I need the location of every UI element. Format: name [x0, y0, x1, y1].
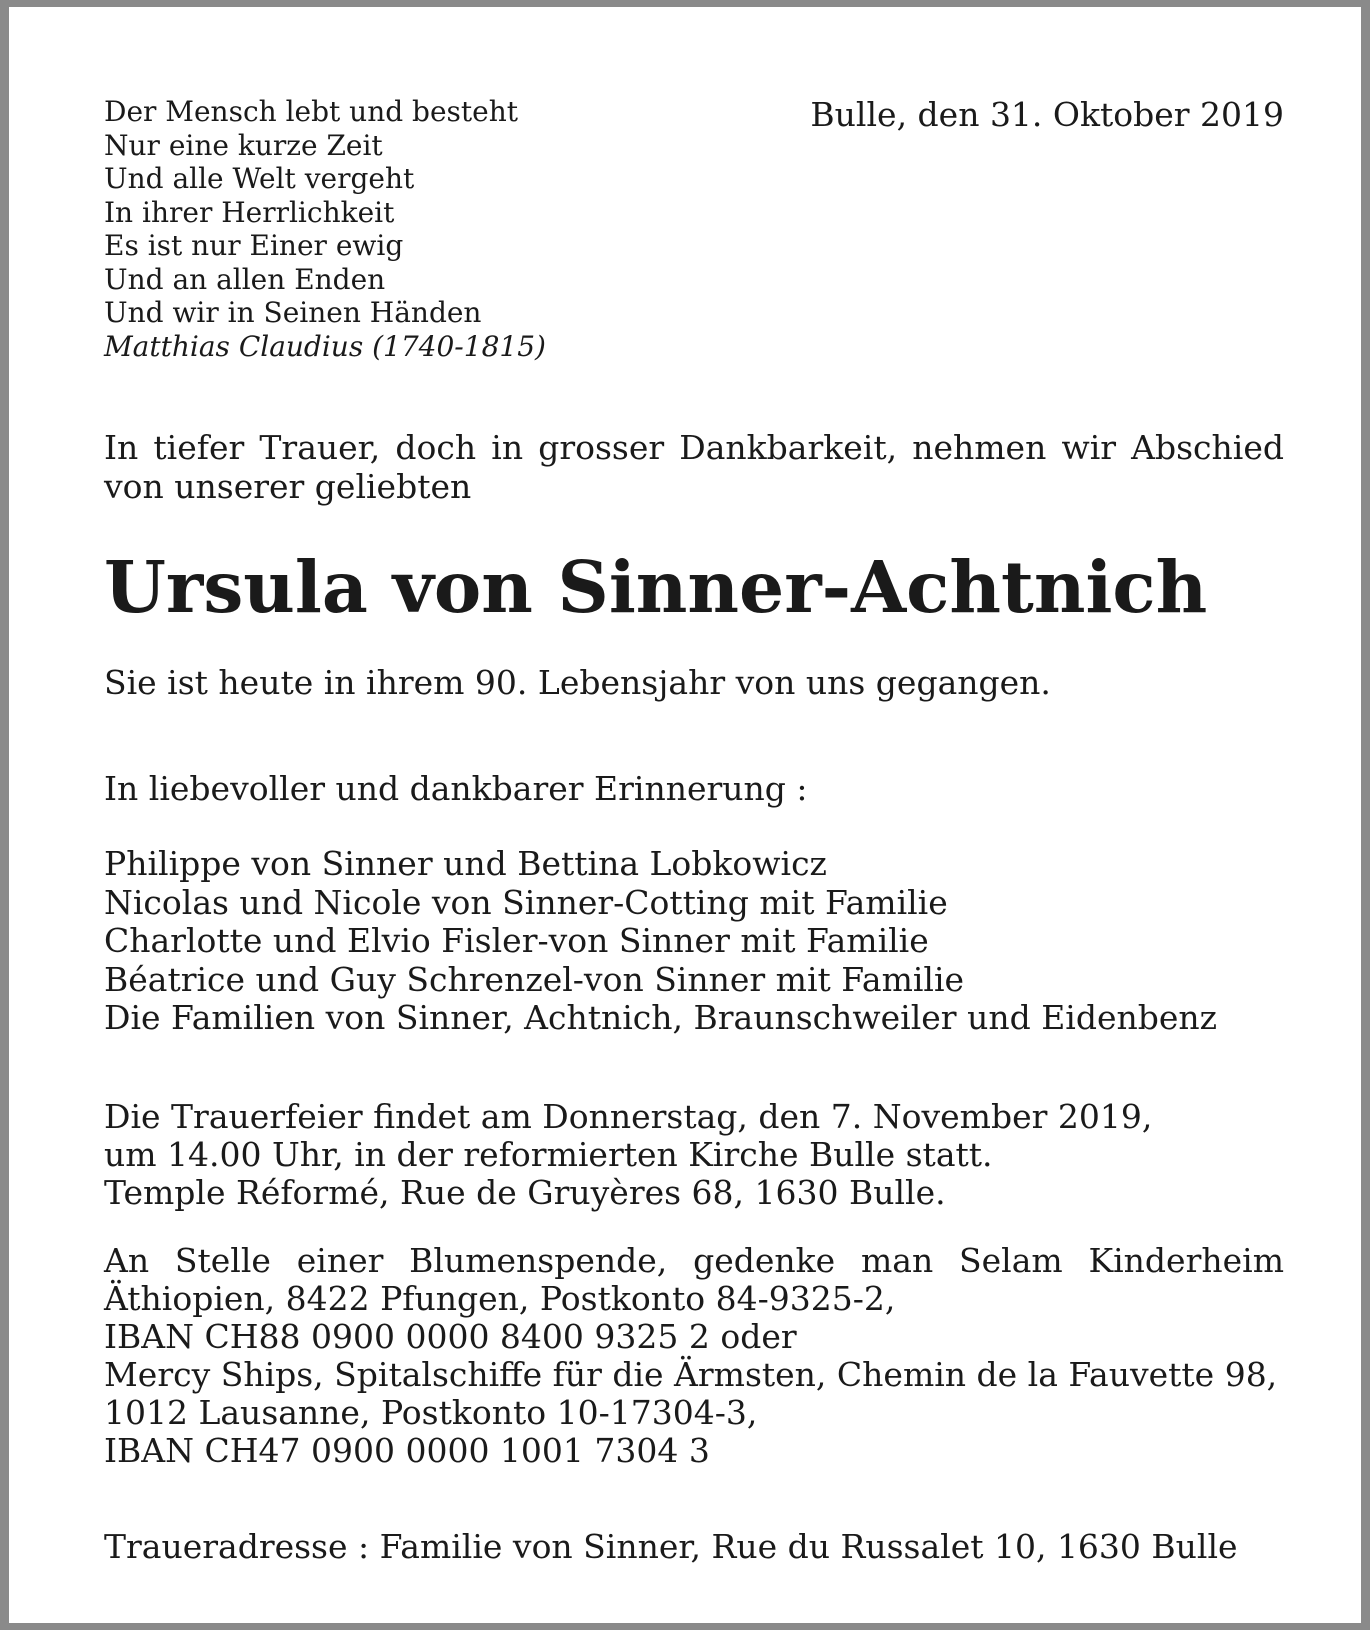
ceremony-line: Die Trauerfeier findet am Donnerstag, den 7. November 2019,: [104, 1097, 1153, 1136]
poem-author: Matthias Claudius (1740-1815): [104, 329, 546, 363]
intro-text: [104, 428, 1284, 506]
mourners-list: [104, 845, 1217, 1038]
donation-line: IBAN CH47 0900 0000 1001 7304 3: [104, 1431, 710, 1470]
mourner-line: Nicolas und Nicole von Sinner-Cotting mit Familie: [104, 882, 948, 922]
passed-text: Sie ist heute in ihrem 90. Lebensjahr von uns gegangen.: [104, 663, 1051, 702]
intro-line-1: In tiefer Trauer, doch in grosser Dankbarkeit, nehmen wir Abschied: [104, 428, 1284, 467]
mourner-line: Charlotte und Elvio Fisler-von Sinner mit Familie: [104, 921, 929, 960]
donation-line: An Stelle einer Blumenspende, gedenke man Selam Kinderheim: [104, 1241, 1284, 1280]
poem-line: Und an allen Enden: [104, 262, 386, 296]
memory-heading: In liebevoller und dankbarer Erinnerung :: [104, 769, 808, 808]
ceremony-line: um 14.00 Uhr, in der reformierten Kirche Bulle statt.: [104, 1135, 993, 1174]
donation-line: 1012 Lausanne, Postkonto 10-17304-3,: [104, 1393, 758, 1432]
poem-line: Und wir in Seinen Händen: [104, 296, 482, 329]
mourning-address: Traueradresse : Familie von Sinner, Rue du Russalet 10, 1630 Bulle: [104, 1527, 1238, 1566]
deceased-name: Ursula von Sinner-Achtnich: [104, 545, 1208, 629]
donation-line: Äthiopien, 8422 Pfungen, Postkonto 84-9325-2,: [104, 1279, 896, 1318]
donation-line: Mercy Ships, Spitalschiffe für die Ärmsten, Chemin de la Fauvette 98,: [104, 1355, 1278, 1394]
ceremony-line: Temple Réformé, Rue de Gruyères 68, 1630 Bulle.: [104, 1173, 946, 1212]
poem-line: Es ist nur Einer ewig: [104, 229, 404, 262]
donation-line: IBAN CH88 0900 0000 8400 9325 2 oder: [104, 1317, 797, 1356]
poem: [104, 95, 546, 363]
mourner-line: Die Familien von Sinner, Achtnich, Braunschweiler und Eidenbenz: [104, 998, 1218, 1037]
mourner-line: Philippe von Sinner und Bettina Lobkowicz: [104, 844, 827, 883]
donation-info: [104, 1242, 1284, 1470]
poem-line: In ihrer Herrlichkeit: [104, 195, 395, 229]
intro-line-2: von unserer geliebten: [104, 467, 472, 506]
mourner-line: Béatrice und Guy Schrenzel-von Sinner mit Familie: [104, 959, 965, 999]
place-date: Bulle, den 31. Oktober 2019: [810, 95, 1284, 134]
poem-line: Und alle Welt vergeht: [104, 162, 415, 195]
ceremony-info: [104, 1098, 1152, 1212]
poem-line: Nur eine kurze Zeit: [104, 128, 383, 162]
poem-line: Der Mensch lebt und besteht: [104, 95, 519, 128]
